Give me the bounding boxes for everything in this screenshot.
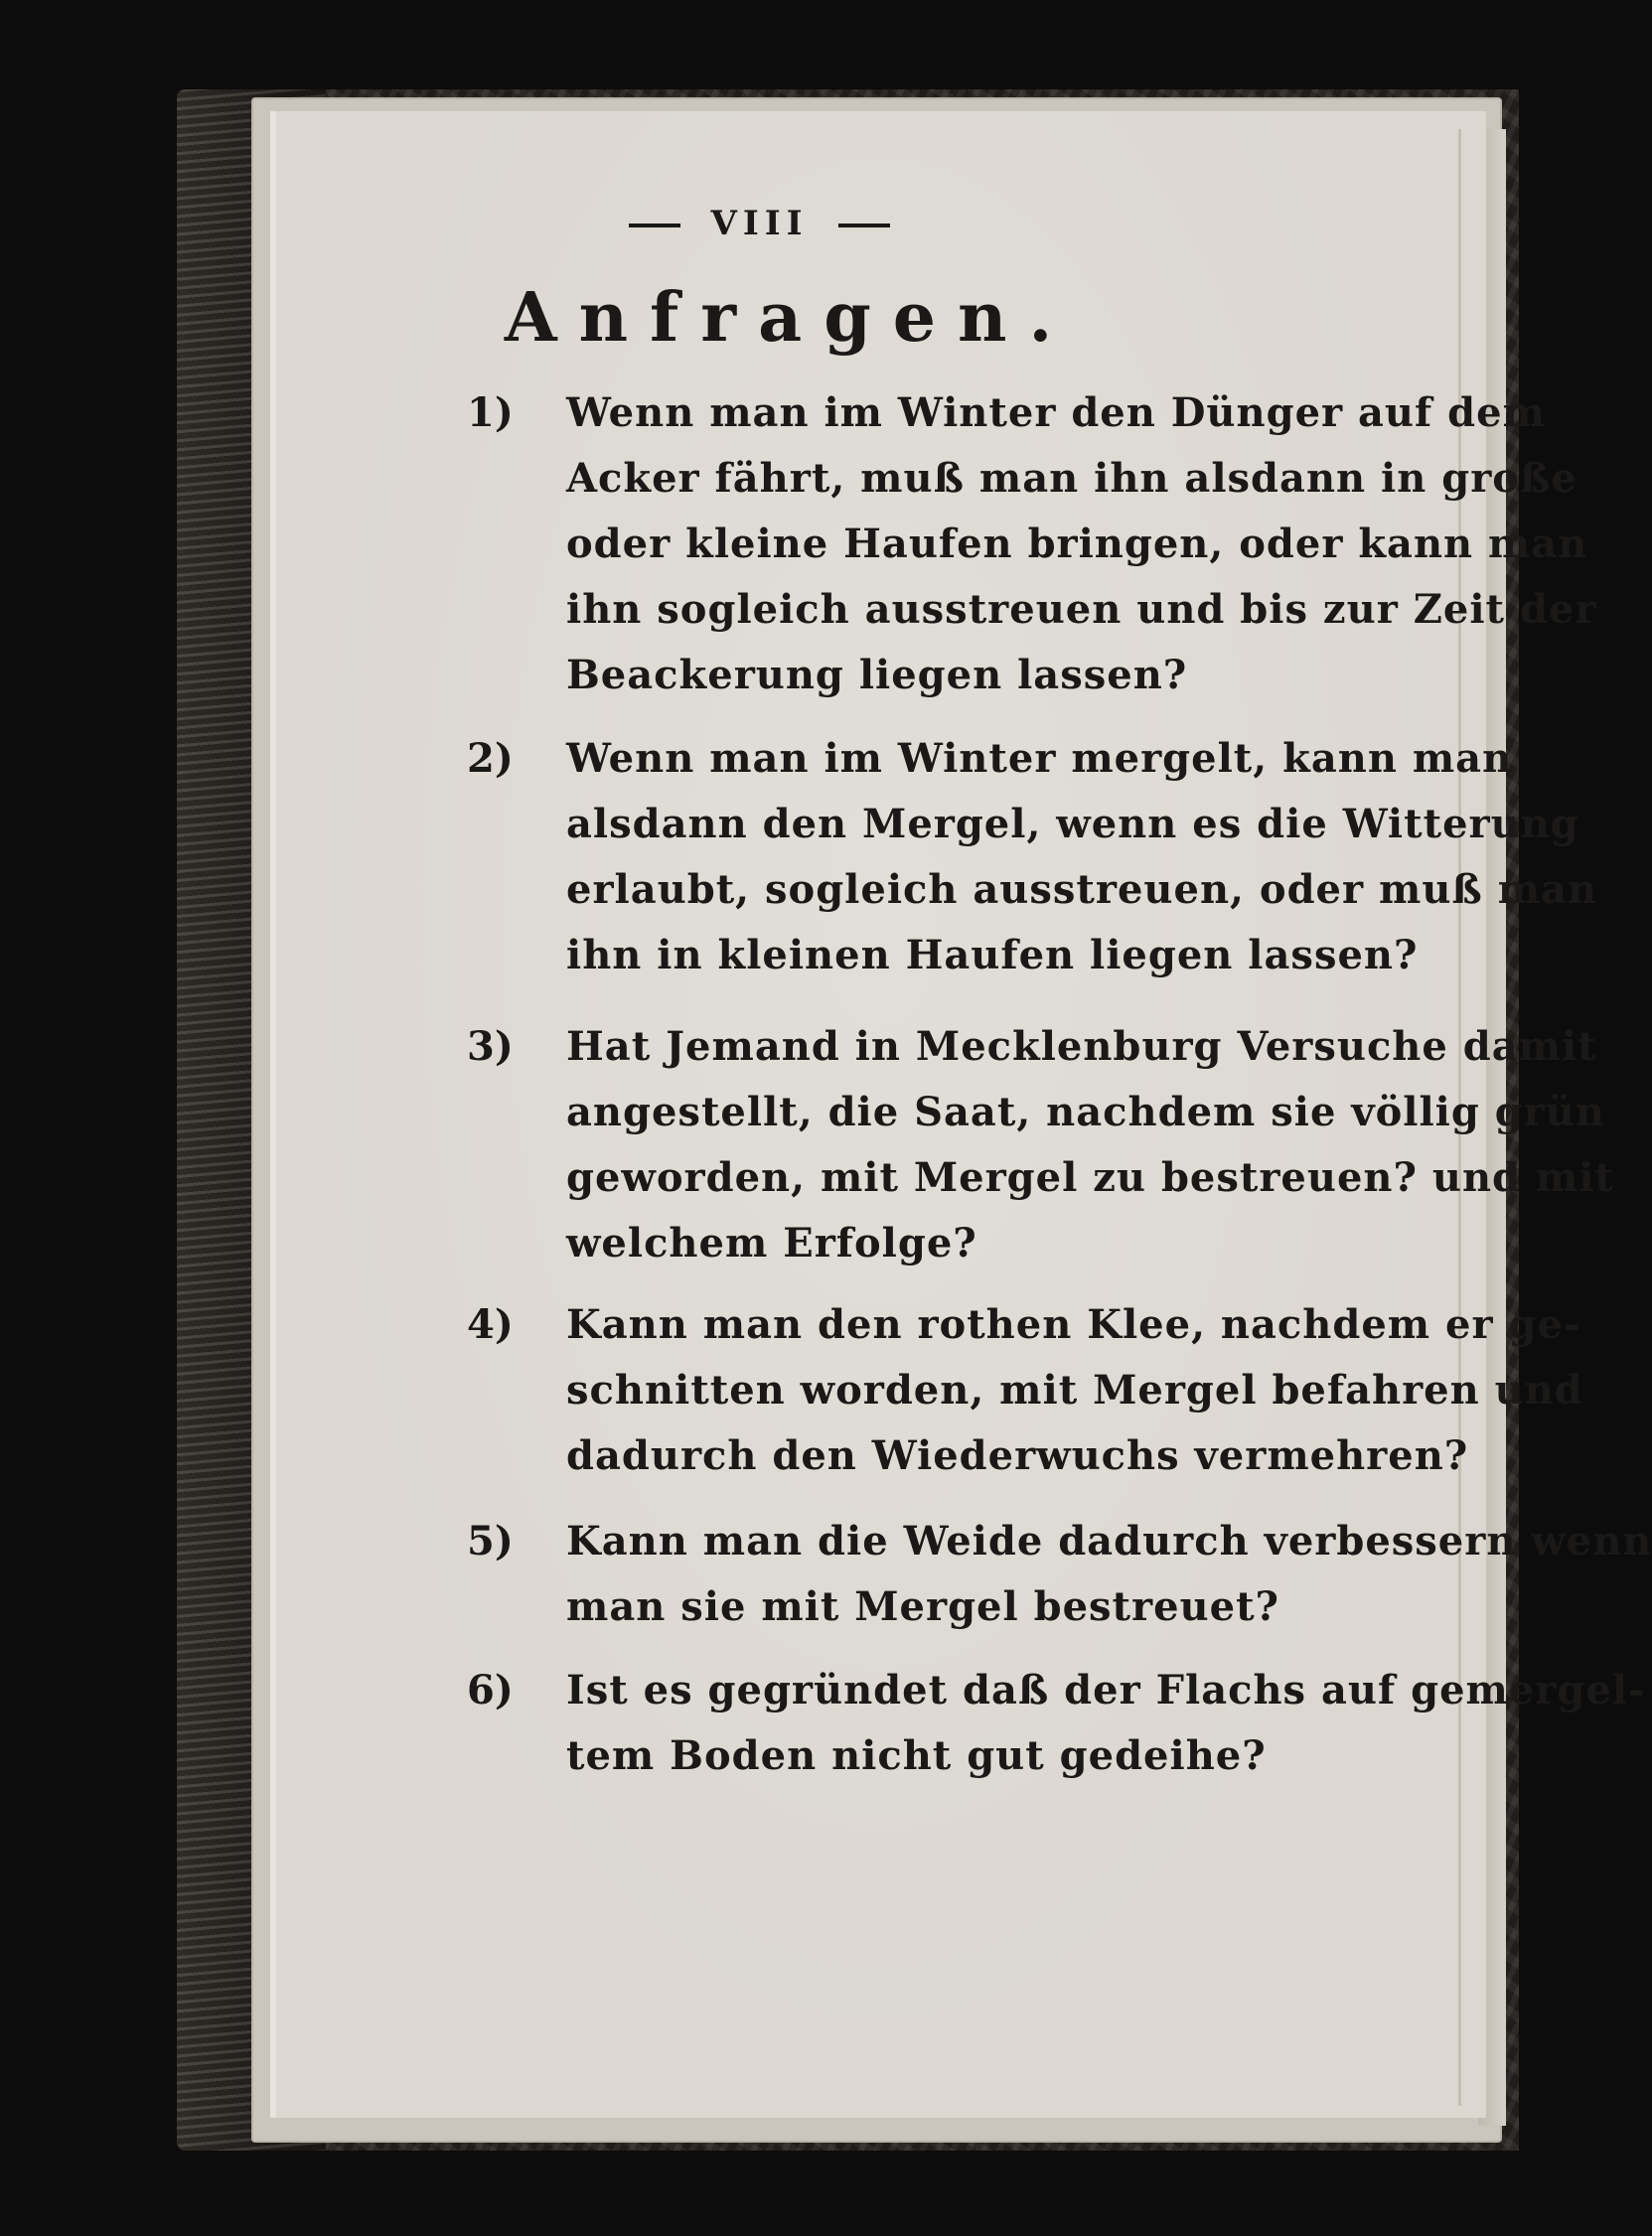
question-line: Beackerung liegen lassen? bbox=[566, 652, 1188, 698]
question-line: tem Boden nicht gut gedeihe? bbox=[566, 1732, 1267, 1779]
question-line: Wenn man im Winter den Dünger auf dem bbox=[566, 389, 1546, 436]
question-line: Kann man die Weide dadurch verbessern wenn bbox=[566, 1518, 1652, 1565]
page-number-text: VIII bbox=[710, 204, 809, 243]
question-line: dadurch den Wiederwuchs vermehren? bbox=[566, 1432, 1469, 1479]
page-heading: Anfragen. bbox=[504, 278, 1075, 358]
question-number: 6) bbox=[467, 1667, 514, 1714]
question-line: man sie mit Mergel bestreuet? bbox=[566, 1583, 1279, 1630]
question-line: schnitten worden, mit Mergel befahren und bbox=[566, 1367, 1583, 1414]
question-number: 5) bbox=[467, 1518, 514, 1565]
question-line: angestellt, die Saat, nachdem sie völlig grün bbox=[566, 1089, 1605, 1135]
page-number bbox=[0, 204, 1519, 243]
question-line: Wenn man im Winter mergelt, kann man bbox=[566, 735, 1513, 782]
question-line: Ist es gegründet daß der Flachs auf gemergel- bbox=[566, 1667, 1646, 1714]
question-line: ihn in kleinen Haufen liegen lassen? bbox=[566, 932, 1419, 978]
question-line: Acker fährt, muß man ihn alsdann in große bbox=[566, 455, 1577, 502]
question-line: Hat Jemand in Mecklenburg Versuche damit bbox=[566, 1023, 1597, 1070]
question-line: erlaubt, sogleich ausstreuen, oder muß man bbox=[566, 866, 1598, 913]
question-number: 2) bbox=[467, 735, 514, 782]
question-line: alsdann den Mergel, wenn es die Witterung bbox=[566, 801, 1579, 847]
question-line: ihn sogleich ausstreuen und bis zur Zeit der bbox=[566, 586, 1597, 633]
right-dash bbox=[838, 224, 890, 227]
question-line: welchem Erfolge? bbox=[566, 1220, 977, 1267]
question-number: 3) bbox=[467, 1023, 514, 1070]
question-number: 4) bbox=[467, 1301, 514, 1348]
question-line: geworden, mit Mergel zu bestreuen? und mit bbox=[566, 1154, 1614, 1201]
left-dash bbox=[629, 224, 680, 227]
question-number: 1) bbox=[467, 389, 514, 436]
question-line: Kann man den rothen Klee, nachdem er ge- bbox=[566, 1301, 1581, 1348]
question-line: oder kleine Haufen bringen, oder kann man bbox=[566, 521, 1588, 567]
